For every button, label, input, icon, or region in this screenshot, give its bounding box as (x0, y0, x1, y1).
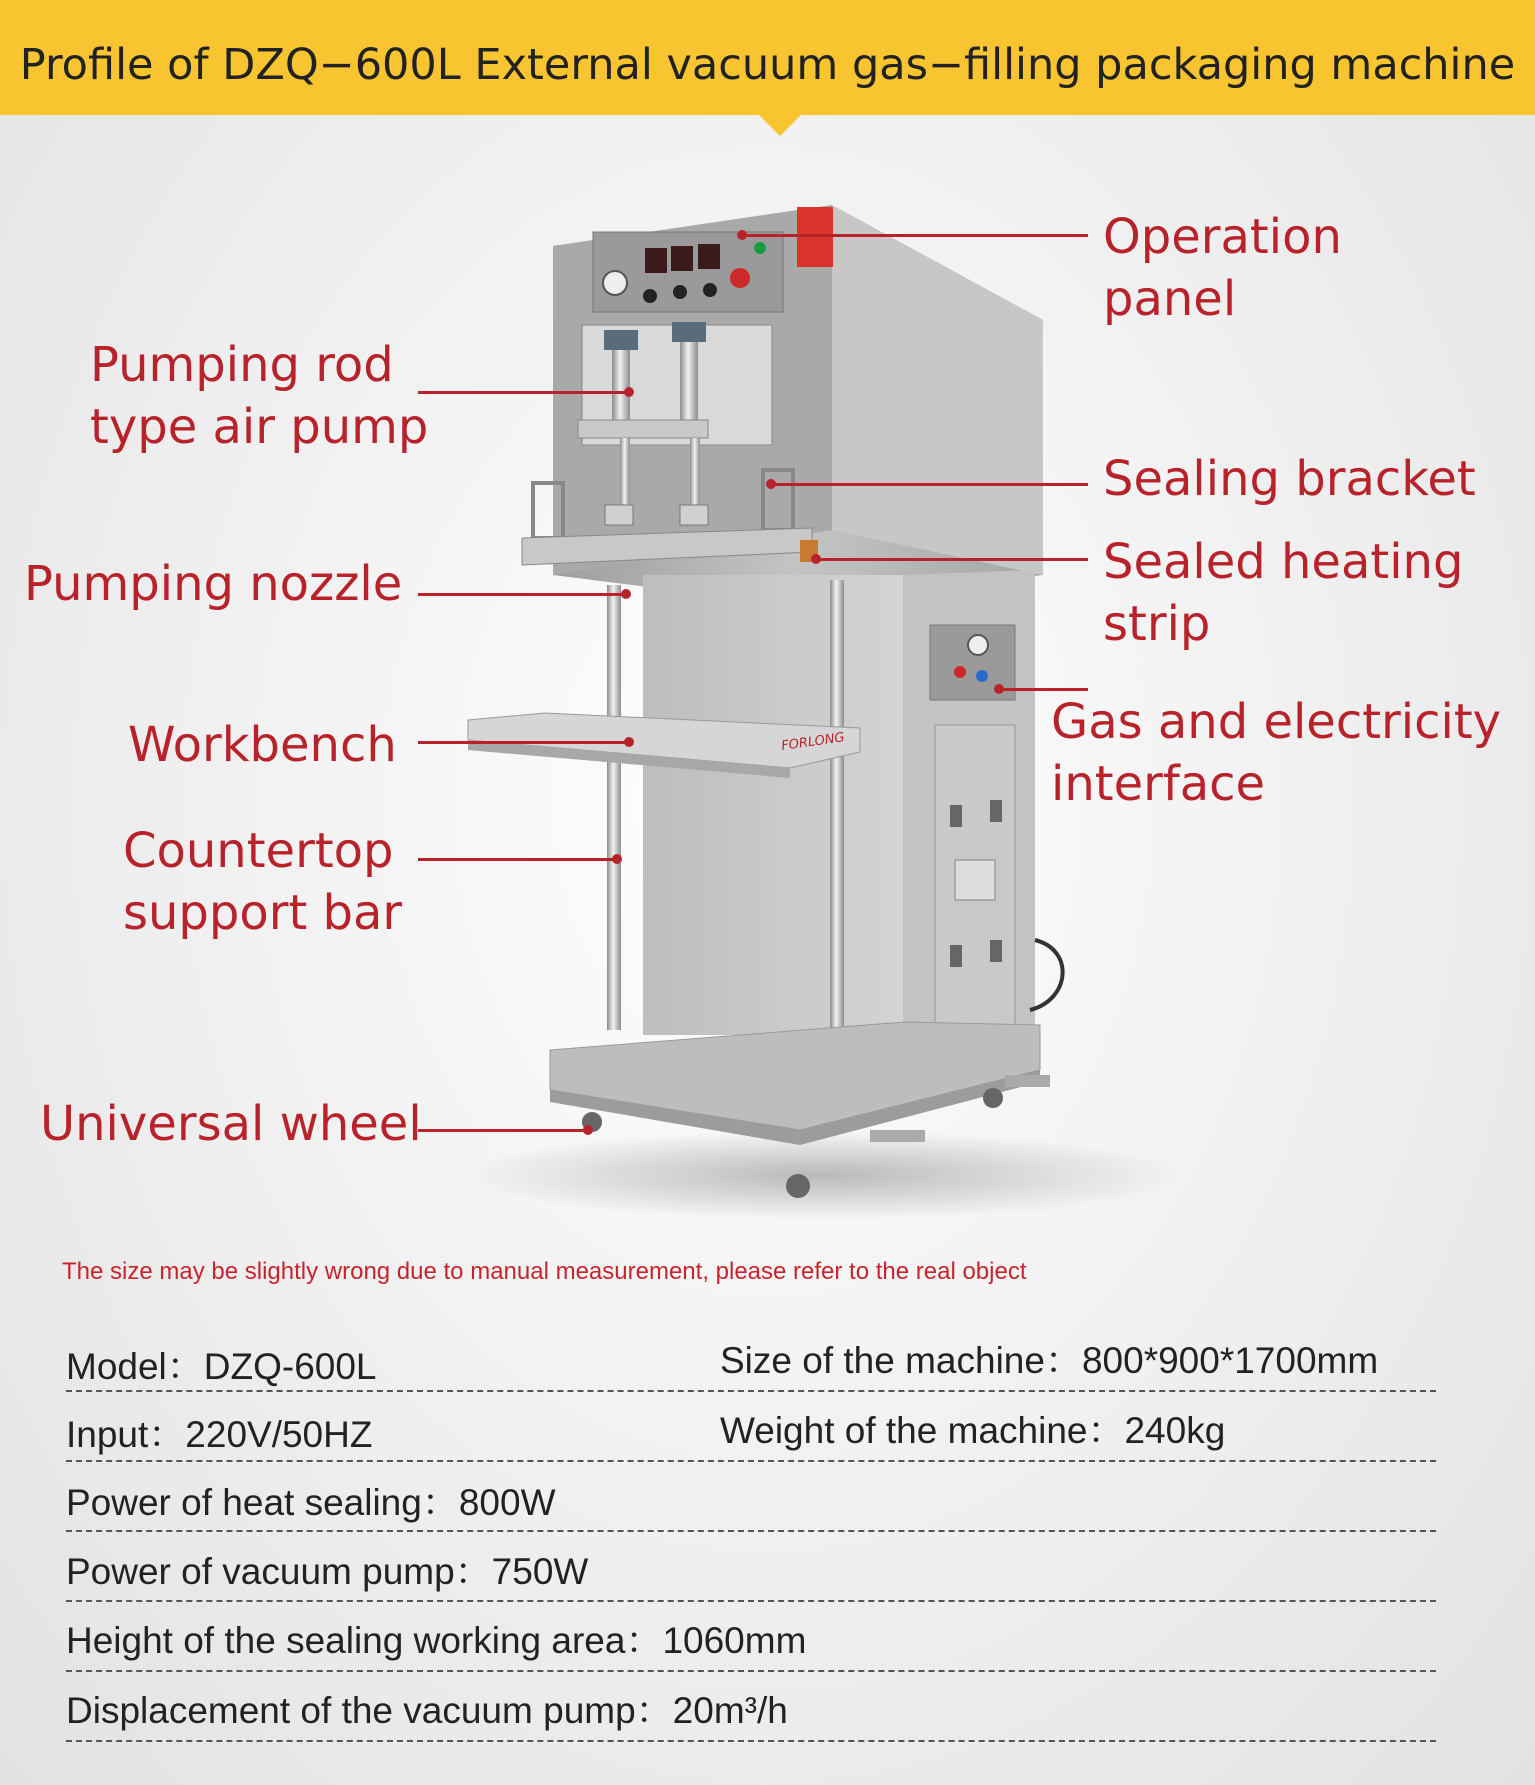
measurement-note: The size may be slightly wrong due to manual measurement, please refer to the real object (62, 1258, 1027, 1285)
label-pumping-rod: Pumping rod type air pump (90, 337, 429, 455)
brand-logo-text: FORLONG (780, 730, 846, 754)
wheel-back-right (983, 1088, 1003, 1108)
leader-dot-countertop-bar (612, 854, 622, 864)
leader-line-pumping-nozzle (418, 593, 628, 596)
spec-height: Height of the sealing working area：1060mm (66, 1620, 807, 1661)
leader-line-universal-wheel (418, 1129, 588, 1132)
label-gas-electricity: Gas and electricity interface (1051, 694, 1502, 812)
wheel-front-right (786, 1174, 810, 1198)
leader-dot-universal-wheel (583, 1125, 593, 1135)
spec-divider (66, 1670, 1436, 1672)
label-operation-panel: Operation panel (1103, 209, 1342, 327)
leader-dot-pumping-nozzle (621, 589, 631, 599)
label-workbench: Workbench (128, 717, 397, 773)
leader-line-workbench (418, 741, 628, 744)
leader-dot-operation-panel (737, 230, 747, 240)
spec-divider (66, 1460, 1436, 1462)
leader-line-sealing-bracket (770, 483, 1088, 486)
support-rod-left (607, 585, 621, 1030)
spec-displacement: Displacement of the vacuum pump：20m³/h (66, 1690, 788, 1731)
pump-cylinder-panel (578, 322, 772, 445)
floor-shadow (460, 1130, 1180, 1220)
spec-weight: Weight of the machine：240kg (720, 1410, 1226, 1451)
spec-model: Model：DZQ-600L (66, 1346, 377, 1387)
leader-dot-sealing-bracket (766, 479, 776, 489)
leader-line-heating-strip (815, 558, 1088, 561)
label-universal-wheel: Universal wheel (40, 1096, 422, 1152)
leader-dot-heating-strip (811, 554, 821, 564)
leader-line-countertop-bar (418, 858, 618, 861)
spec-divider (66, 1600, 1436, 1602)
spec-divider (66, 1530, 1436, 1532)
main-column (643, 570, 1063, 1040)
spec-input: Input：220V/50HZ (66, 1414, 373, 1455)
label-sealing-bracket: Sealing bracket (1103, 451, 1476, 507)
spec-divider (66, 1390, 1436, 1392)
spec-size: Size of the machine：800*900*1700mm (720, 1340, 1379, 1381)
page-title: Profile of DZQ−600L External vacuum gas−filling packaging machine (19, 40, 1516, 90)
label-countertop-bar: Countertop support bar (123, 823, 403, 941)
label-sealed-heating-strip: Sealed heating strip (1103, 534, 1464, 652)
spec-pump-power: Power of vacuum pump：750W (66, 1551, 589, 1592)
label-pumping-nozzle: Pumping nozzle (24, 556, 403, 612)
leader-dot-workbench (624, 737, 634, 747)
leader-dot-gas-interface (994, 684, 1004, 694)
support-rod-right (830, 580, 844, 1085)
leader-line-pumping-rod (418, 391, 628, 394)
spec-heat-power: Power of heat sealing：800W (66, 1482, 556, 1523)
spec-divider (66, 1740, 1436, 1742)
leader-dot-pumping-rod (624, 387, 634, 397)
leader-line-operation-panel (740, 234, 1088, 237)
